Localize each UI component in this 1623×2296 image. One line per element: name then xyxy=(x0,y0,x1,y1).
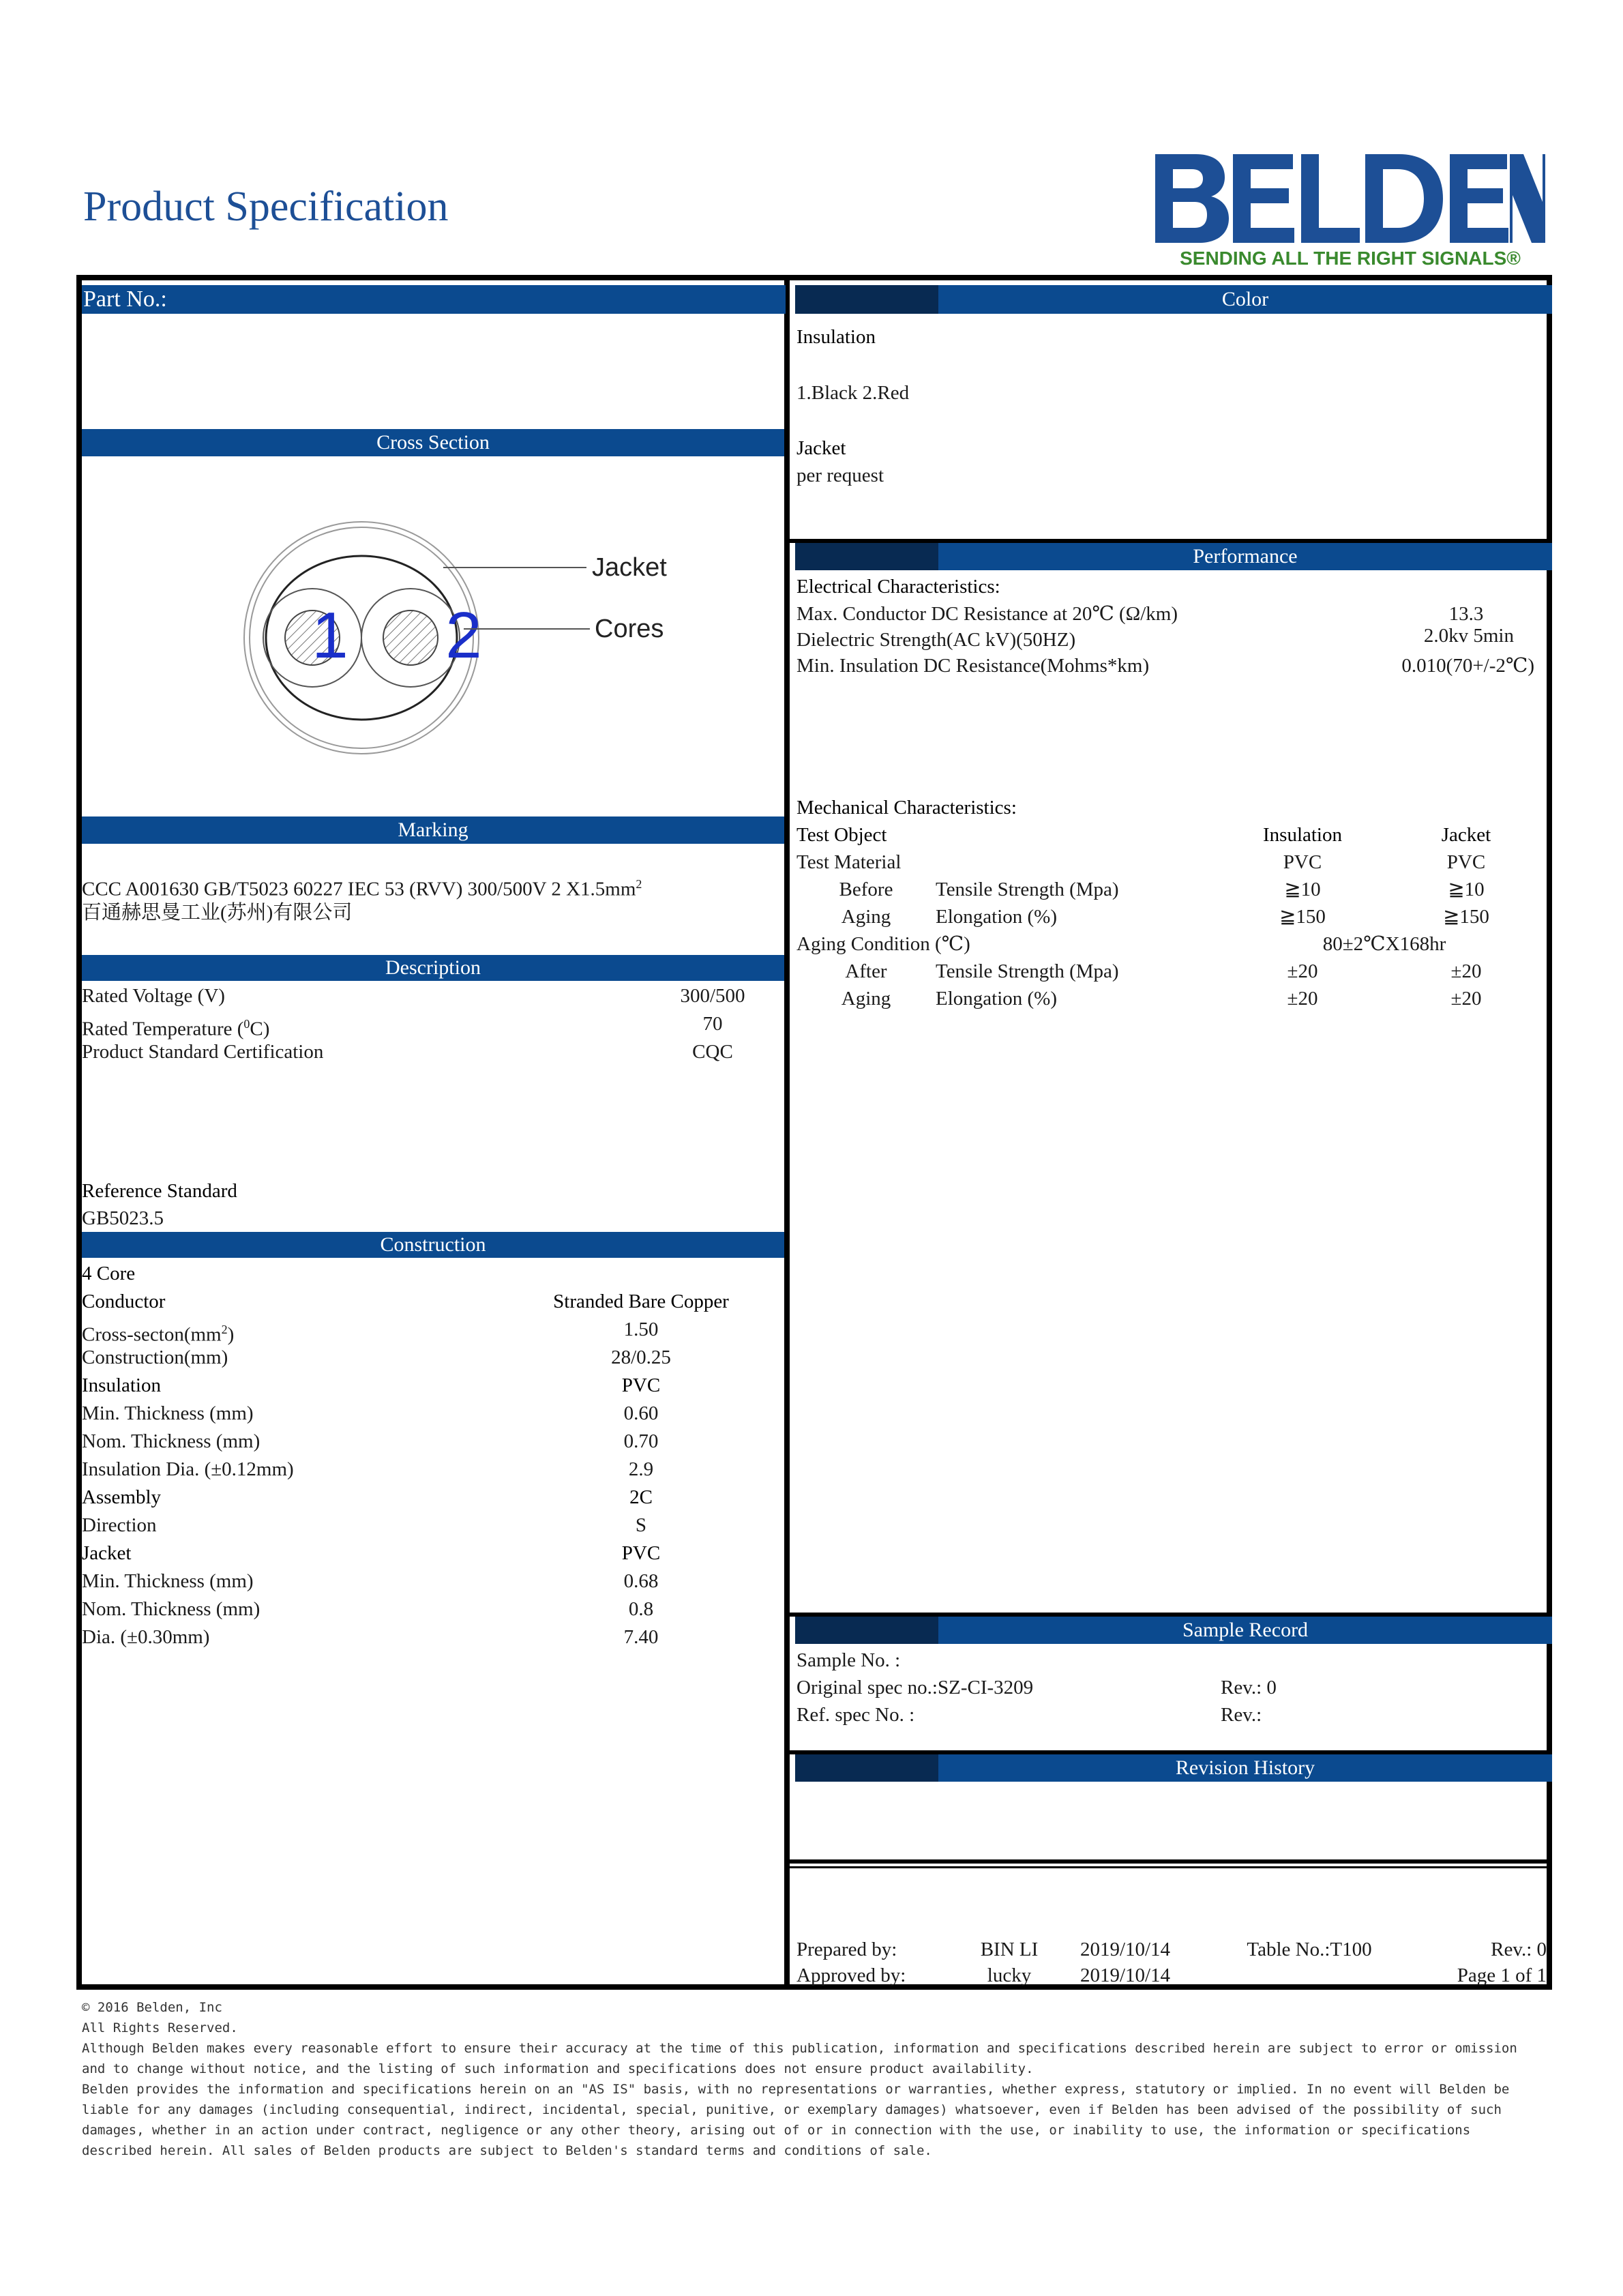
before-tensile-label: Tensile Strength (Mpa) xyxy=(936,879,1119,900)
approved-date: 2019/10/14 xyxy=(1079,1964,1171,1986)
after-elongation-insulation: ±20 xyxy=(1287,988,1318,1010)
revision-no: Rev.: 0 xyxy=(1491,1939,1547,1960)
insulation-resistance-value: 0.010(70+/-2℃) xyxy=(1401,655,1534,677)
jacket-min-thickness-value: 0.68 xyxy=(623,1570,659,1592)
cross-section-header: Cross Section xyxy=(82,429,784,456)
conductor-value: Stranded Bare Copper xyxy=(553,1291,729,1312)
insulation-dia-value: 2.9 xyxy=(628,1458,654,1480)
aging-condition-label: Aging Condition (℃) xyxy=(796,933,970,955)
test-material-label: Test Material xyxy=(796,851,902,873)
certification-label: Product Standard Certification xyxy=(82,1041,324,1063)
original-spec-rev: Rev.: 0 xyxy=(1221,1677,1277,1698)
test-material-jacket: PVC xyxy=(1446,851,1486,873)
prepared-by-label: Prepared by: xyxy=(796,1939,897,1960)
table-no: Table No.:T100 xyxy=(1247,1939,1372,1960)
insulation-resistance-label: Min. Insulation DC Resistance(Mohms*km) xyxy=(796,655,1150,677)
part-no-header: Part No.: xyxy=(82,285,786,314)
assembly-label: Assembly xyxy=(82,1486,161,1508)
test-object-label: Test Object xyxy=(796,824,887,846)
assembly-value: 2C xyxy=(629,1486,653,1508)
color-jacket-value: per request xyxy=(796,465,884,486)
rated-temperature-value: 70 xyxy=(702,1013,723,1035)
conductor-label: Conductor xyxy=(82,1291,166,1312)
diagram-jacket-label: Jacket xyxy=(592,553,667,582)
legal-footer xyxy=(82,1997,1548,2161)
dielectric-strength-value: 2.0kv 5min xyxy=(1423,625,1514,647)
footer-line: © 2016 Belden, Inc xyxy=(82,2000,222,2015)
after-elongation-label: Elongation (%) xyxy=(936,988,1057,1010)
sample-no-label: Sample No. : xyxy=(796,1649,901,1671)
reference-standard-label: Reference Standard xyxy=(82,1180,237,1202)
page-title: Product Specification xyxy=(83,183,449,230)
original-spec-label: Original spec no.:SZ-CI-3209 xyxy=(796,1677,1034,1698)
insulation-min-thickness-label: Min. Thickness (mm) xyxy=(82,1402,254,1424)
footer-line: Although Belden makes every reasonable effort to ensure their accuracy at the time of this publication, information and specifications described herein are subject to error or omission xyxy=(82,2041,1517,2056)
approval-divider-top xyxy=(790,1859,1547,1864)
approved-by-label: Approved by: xyxy=(796,1964,906,1986)
footer-line: All Rights Reserved. xyxy=(82,2020,238,2035)
after-aging-label: Aging xyxy=(841,988,891,1010)
reference-standard-value: GB5023.5 xyxy=(82,1207,164,1229)
sample-record-header-dark xyxy=(795,1617,938,1644)
jacket-column-header: Jacket xyxy=(1441,824,1491,846)
core-1-label: 1 xyxy=(312,599,348,672)
after-tensile-label: Tensile Strength (Mpa) xyxy=(936,960,1119,982)
before-elongation-label: Elongation (%) xyxy=(936,906,1057,928)
before-label: Before xyxy=(839,879,893,900)
jacket-min-thickness-label: Min. Thickness (mm) xyxy=(82,1570,254,1592)
after-elongation-jacket: ±20 xyxy=(1450,988,1482,1010)
belden-logo xyxy=(1152,150,1548,269)
description-header: Description xyxy=(82,955,784,981)
insulation-min-thickness-value: 0.60 xyxy=(623,1402,659,1424)
marking-header: Marking xyxy=(82,816,784,844)
insulation-dia-label: Insulation Dia. (±0.12mm) xyxy=(82,1458,294,1480)
revision-header-dark xyxy=(795,1754,938,1782)
before-elongation-jacket: ≧150 xyxy=(1443,906,1489,928)
insulation-nom-thickness-label: Nom. Thickness (mm) xyxy=(82,1430,260,1452)
core-count: 4 Core xyxy=(82,1263,136,1284)
certification-value: CQC xyxy=(692,1041,733,1063)
insulation-nom-thickness-value: 0.70 xyxy=(623,1430,659,1452)
performance-header: Performance xyxy=(938,543,1552,570)
dc-resistance-label: Max. Conductor DC Resistance at 20℃ (Ω/km) xyxy=(796,603,1178,625)
marking-line-1: CCC A001630 GB/T5023 60227 IEC 53 (RVV) 300/500V 2 $X1.5mm^2$ xyxy=(82,877,642,900)
color-jacket-label: Jacket xyxy=(796,437,846,459)
dc-resistance-value: 13.3 xyxy=(1448,603,1484,625)
rated-temperature-label: Rated Temperature ($^0$C) xyxy=(82,1017,270,1040)
color-header: Color xyxy=(938,285,1552,314)
before-tensile-insulation: ≧10 xyxy=(1284,879,1321,900)
mechanical-label: Mechanical Characteristics: xyxy=(796,797,1017,819)
test-material-insulation: PVC xyxy=(1283,851,1322,873)
insulation-label: Insulation xyxy=(82,1374,161,1396)
core-2-label: 2 xyxy=(445,599,482,672)
cross-section-area-label: Cross-$secton(mm^2)$ xyxy=(82,1323,235,1346)
diagram-cores-label: Cores xyxy=(595,615,664,643)
construction-mm-value: 28/0.25 xyxy=(611,1346,671,1368)
logo-tagline: SENDING ALL THE RIGHT SIGNALS® xyxy=(1180,248,1521,269)
footer-line: liable for any damages (including consequential, indirect, incidental, special, punitive, or exemplary damages) whatsoever, even if Belden has been advised of the possibility of such xyxy=(82,2102,1502,2117)
before-elongation-insulation: ≧150 xyxy=(1279,906,1326,928)
approval-divider-bottom xyxy=(790,1866,1547,1868)
jacket-value: PVC xyxy=(621,1542,661,1564)
jacket-label: Jacket xyxy=(82,1542,132,1564)
after-label: After xyxy=(845,960,887,982)
footer-line: described herein. All sales of Belden products are subject to Belden's standard terms and conditions of sale. xyxy=(82,2143,932,2158)
color-header-dark xyxy=(795,285,938,314)
jacket-dia-value: 7.40 xyxy=(623,1626,659,1648)
after-tensile-insulation: ±20 xyxy=(1287,960,1318,982)
before-tensile-jacket: ≧10 xyxy=(1448,879,1485,900)
footer-line: damages, whether in an action under contract, negligence or any other theory, arising out of or in connection with the use, or inability to use, the information or specifications xyxy=(82,2123,1471,2138)
column-divider xyxy=(784,275,790,1990)
cross-section-area-value: 1.50 xyxy=(623,1319,659,1340)
jacket-nom-thickness-value: 0.8 xyxy=(628,1598,654,1620)
electrical-label: Electrical Characteristics: xyxy=(796,576,1000,598)
performance-header-dark xyxy=(795,543,938,570)
jacket-nom-thickness-label: Nom. Thickness (mm) xyxy=(82,1598,260,1620)
insulation-column-header: Insulation xyxy=(1263,824,1342,846)
construction-mm-label: Construction(mm) xyxy=(82,1346,228,1368)
direction-value: S xyxy=(635,1514,647,1536)
marking-line-2: 百通赫思曼工业(苏州)有限公司 xyxy=(82,902,353,924)
construction-header: Construction xyxy=(82,1232,784,1258)
approved-by-name: lucky xyxy=(987,1964,1032,1986)
color-insulation-value: 1.Black 2.Red xyxy=(796,382,910,404)
dielectric-strength-label: Dielectric Strength(AC kV)(50HZ) xyxy=(796,629,1076,651)
footer-line: and to change without notice, and the listing of such information and specifications does not ensure product availability. xyxy=(82,2061,1034,2076)
after-tensile-jacket: ±20 xyxy=(1450,960,1482,982)
footer-line: Belden provides the information and specifications herein on an "AS IS" basis, with no representations or warranties, whether express, statutory or implied. In no event will Belden be xyxy=(82,2082,1510,2097)
jacket-dia-label: Dia. (±0.30mm) xyxy=(82,1626,210,1648)
rated-voltage-value: 300/500 xyxy=(680,985,745,1007)
revision-history-header: Revision History xyxy=(938,1754,1552,1782)
before-aging-label: Aging xyxy=(841,906,891,928)
insulation-value: PVC xyxy=(621,1374,661,1396)
sample-record-header: Sample Record xyxy=(938,1617,1552,1644)
direction-label: Direction xyxy=(82,1514,157,1536)
aging-condition-value: 80±2℃X168hr xyxy=(1322,933,1446,955)
prepared-by-name: BIN LI xyxy=(980,1939,1039,1960)
page-number: Page 1 of 1 xyxy=(1457,1964,1547,1986)
cross-section-diagram xyxy=(239,505,716,778)
ref-spec-label: Ref. spec No. : xyxy=(796,1704,915,1726)
color-insulation-label: Insulation xyxy=(796,326,876,348)
prepared-date: 2019/10/14 xyxy=(1079,1939,1171,1960)
ref-spec-rev: Rev.: xyxy=(1221,1704,1262,1726)
rated-voltage-label: Rated Voltage (V) xyxy=(82,985,225,1007)
